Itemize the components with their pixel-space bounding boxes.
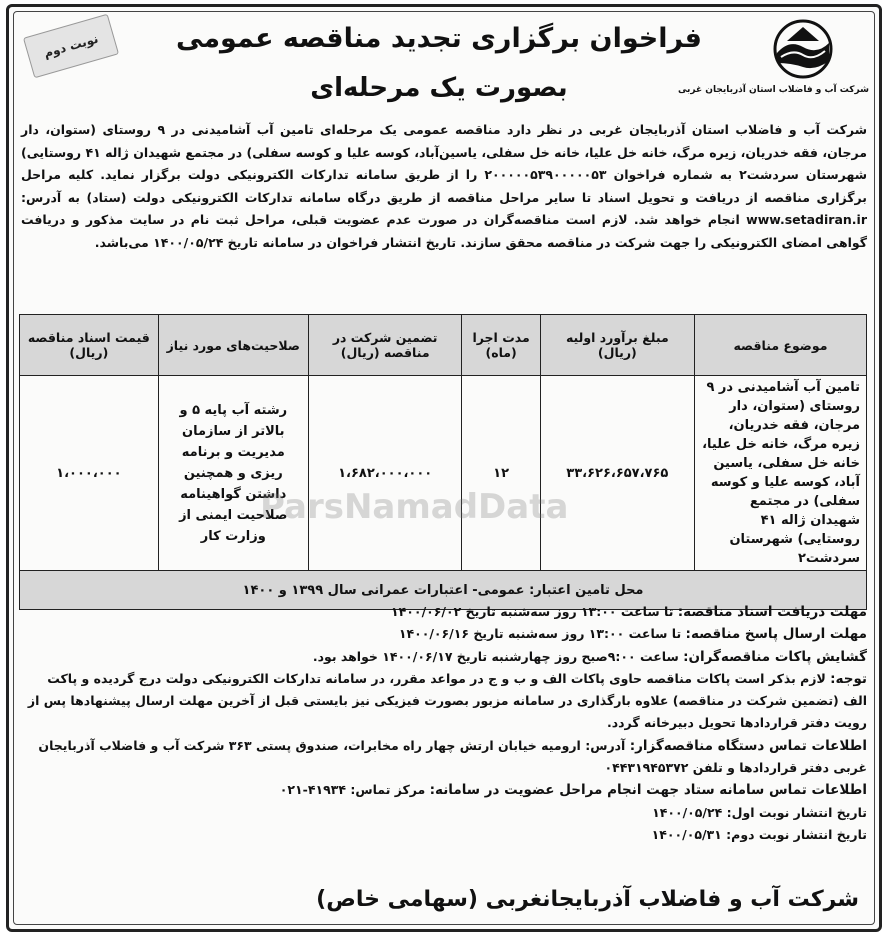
header-guarantee: تضمین شرکت در مناقصه (ریال) bbox=[308, 315, 462, 376]
docs-deadline-value: تا ساعت ۱۳:۰۰ روز سه‌شنبه تاریخ ۱۴۰۰/۰۶/۰۲ bbox=[391, 604, 674, 619]
cell-qualifications: رشته آب پایه ۵ و بالاتر از سازمان مدیریت و برنامه ریزی و همچنین داشتن گواهینامه صلاحیت ایمنی از وزارت کار bbox=[158, 376, 308, 571]
cell-price: ۱،۰۰۰،۰۰۰ bbox=[20, 376, 159, 571]
setad-value: مرکز تماس: ۴۱۹۳۴-۰۲۱ bbox=[279, 782, 426, 798]
table-header-row bbox=[20, 315, 867, 376]
header-qualifications: صلاحیت‌های مورد نیاز bbox=[158, 315, 308, 376]
docs-deadline bbox=[21, 601, 867, 623]
intro-paragraph: شرکت آب و فاضلاب استان آذربایجان غربی در نظر دارد مناقصه عمومی یک مرحله‌ای تامین آب آشامیدنی در ۹ روستای (ستوان، دار مرجان، فقه خدریان، زیره مرگ، خانه خل علیا، خانه خل سفلی، یاسین‌آباد، کوسه علیا و کوسه سفلی) در مجتمع شهیدان ژاله ۴۱ روستایی) شهرستان سردشت۲ به شماره فراخوان ۲۰۰۰۰۰۵۳۹۰۰۰۰۰۵۳ را از طریق سامانه تدارکات الکترونیکی دولت برگزار نماید. کلیه مراحل برگزاری مناقصه از دریافت و تحویل اسناد تا سایر مراحل مناقصه از طریق درگاه سامانه تدارکات الکترونیکی دولت (ستاد) به آدرس: www.setadiran.ir انجام خواهد شد. لازم است مناقصه‌گران در صورت عدم عضویت قبلی، مراحل ثبت نام در سایت مذکور و دریافت گواهی امضای الکترونیکی را جهت شرکت در مناقصه محقق سازند. تاریخ انتشار فراخوان در سامانه تاریخ ۱۴۰۰/۰۵/۲۴ می‌باشد. bbox=[21, 122, 867, 250]
header-estimate: مبلغ برآورد اولیه (ریال) bbox=[540, 315, 694, 376]
funding-source: محل تامین اعتبار: عمومی- اعتبارات عمرانی سال ۱۳۹۹ و ۱۴۰۰ bbox=[20, 571, 867, 610]
footer-company-name: شرکت آب و فاضلاب آذربایجانغربی (سهامی خاص) bbox=[316, 887, 859, 912]
watermark: ParsNamadData bbox=[260, 487, 569, 527]
table-row bbox=[20, 376, 867, 571]
notice-title: فراخوان برگزاری تجدید مناقصه عمومی bbox=[176, 23, 702, 54]
tender-notice bbox=[6, 4, 882, 932]
notice-subtitle: بصورت یک مرحله‌ای bbox=[310, 73, 568, 103]
company-logo bbox=[677, 17, 869, 111]
cell-duration: ۱۲ bbox=[462, 376, 540, 571]
header-price: قیمت اسناد مناقصه (ریال) bbox=[20, 315, 159, 376]
tender-details bbox=[21, 601, 867, 846]
logo-caption: شرکت آب و فاضلاب استان آذربایجان غربی bbox=[677, 85, 869, 95]
tender-table bbox=[19, 314, 867, 610]
cell-estimate: ۳۳،۶۲۶،۶۵۷،۷۶۵ bbox=[540, 376, 694, 571]
setad-contact bbox=[21, 779, 867, 801]
setad-label: اطلاعات تماس سامانه ستاد جهت انجام مراحل عضویت در سامانه: bbox=[429, 782, 867, 799]
note-label: توجه: bbox=[830, 670, 867, 687]
opening-label: گشایش پاکات مناقصه‌گران: bbox=[683, 648, 867, 665]
publication-date-2: تاریخ انتشار نوبت دوم: ۱۴۰۰/۰۵/۳۱ bbox=[651, 826, 867, 842]
cell-subject: تامین آب آشامیدنی در ۹ روستای (ستوان، دار مرجان، فقه خدریان، زیره مرگ، خانه خل علیا، خانه خل سفلی، یاسین آباد، کوسه علیا و کوسه سفلی) در مجتمع شهیدان ژاله ۴۱ روستایی) شهرستان سردشت۲ bbox=[694, 376, 866, 571]
opening-value: ساعت ۹:۰۰صبح روز چهارشنبه تاریخ ۱۴۰۰/۰۶/۱۷ خواهد بود. bbox=[312, 648, 679, 664]
contact-info bbox=[21, 735, 867, 780]
opening-time bbox=[21, 646, 867, 668]
publication-date-1: تاریخ انتشار نوبت اول: ۱۴۰۰/۰۵/۲۴ bbox=[652, 804, 867, 820]
header-subject: موضوع مناقصه bbox=[694, 315, 866, 376]
docs-deadline-label: مهلت دریافت اسناد مناقصه: bbox=[677, 604, 867, 620]
contact-value: آدرس: ارومیه خیابان ارتش چهار راه مخابرات، صندوق پستی ۳۶۳ شرکت آب و فاضلاب آذربایجان غربی دفتر قراردادها و تلفن ۰۴۴۳۱۹۴۵۳۷۲ bbox=[38, 737, 867, 776]
second-publication-stamp: نوبت دوم bbox=[23, 14, 119, 79]
submit-deadline bbox=[21, 623, 867, 645]
note bbox=[21, 668, 867, 735]
submit-deadline-value: تا ساعت ۱۳:۰۰ روز سه‌شنبه تاریخ ۱۴۰۰/۰۶/۱۶ bbox=[398, 626, 682, 642]
contact-label: اطلاعات تماس دستگاه مناقصه‌گزار: bbox=[629, 737, 867, 754]
submit-deadline-label: مهلت ارسال پاسخ مناقصه: bbox=[685, 626, 867, 643]
note-value: لازم بذکر است پاکات مناقصه حاوی پاکات الف و ب و ج در مواعد مقرر، در سامانه تدارکات الکترونیکی دولت درج گردیده و پاکت الف (تضمین شرکت در مناقصه) علاوه بارگذاری در سامانه مزبور بصورت فیزیکی نیز بایستی قبل از آخرین مهلت ارسال پیشنهادها پس از رویت دفتر قراردادها تحویل دبیرخانه گردد. bbox=[27, 670, 867, 731]
water-company-logo-icon bbox=[763, 17, 843, 79]
cell-guarantee: ۱،۶۸۲،۰۰۰،۰۰۰ bbox=[308, 376, 462, 571]
header-duration: مدت اجرا (ماه) bbox=[462, 315, 540, 376]
